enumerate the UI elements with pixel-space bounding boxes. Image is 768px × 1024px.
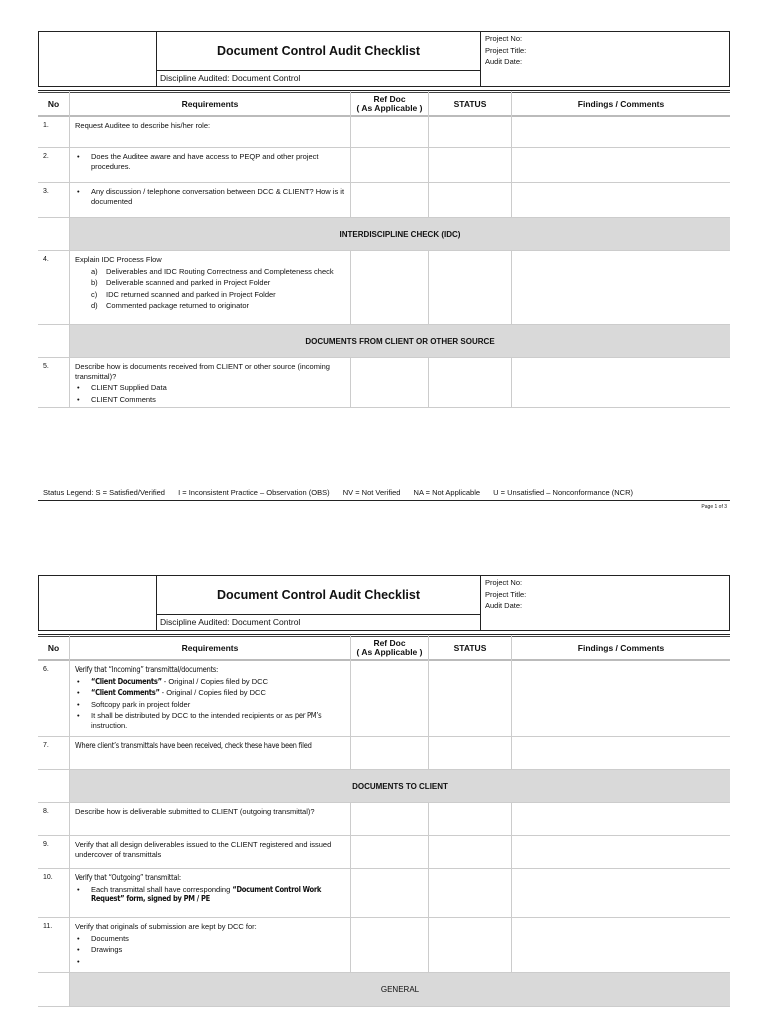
row-number: 7.	[43, 742, 49, 749]
findings-cell[interactable]	[511, 358, 730, 407]
page-number: Page 1 of 3	[701, 504, 727, 510]
status-cell[interactable]	[428, 737, 511, 769]
table-header	[38, 90, 730, 117]
col-no: No	[47, 642, 60, 653]
col-findings: Findings / Comments	[511, 635, 730, 661]
list-item: b) Deliverable scanned and parked in Project Folder	[91, 278, 271, 287]
table-row	[38, 117, 730, 148]
status-cell[interactable]	[428, 803, 511, 835]
row-requirement: Request Auditee to describe his/her role:	[69, 117, 350, 147]
table-row	[38, 358, 730, 408]
status-cell[interactable]	[428, 918, 511, 972]
bullet-item: • Softcopy park in project folder	[75, 700, 346, 710]
table-row	[38, 148, 730, 183]
status-cell[interactable]	[428, 117, 511, 147]
bullet-item: • Each transmittal shall have corresponding “Document Control Work Request” form, signed by PM / PE	[75, 885, 346, 904]
document-title: Document Control Audit Checklist	[157, 576, 481, 615]
audit-date-label: Audit Date:	[485, 57, 523, 66]
bullet-item: • Any discussion / telephone conversation between DCC & CLIENT? How is it documented	[75, 187, 346, 206]
findings-cell[interactable]	[511, 918, 730, 972]
bullet-item: • Does the Auditee aware and have access to PEQP and other project procedures.	[75, 152, 346, 171]
project-no-label: Project No:	[485, 34, 523, 43]
section-title: DOCUMENTS TO CLIENT	[69, 770, 730, 802]
findings-cell[interactable]	[511, 251, 730, 324]
list-item: d) Commented package returned to originator	[91, 301, 249, 310]
status-cell[interactable]	[428, 869, 511, 917]
findings-cell[interactable]	[511, 869, 730, 917]
project-info	[485, 33, 526, 68]
checklist-page-2	[38, 575, 730, 1007]
row-number	[38, 973, 69, 1006]
status-cell[interactable]	[428, 251, 511, 324]
section-title: GENERAL	[69, 973, 730, 1006]
status-cell[interactable]	[428, 183, 511, 217]
row-requirement: Verify that all design deliverables issued to the CLIENT registered and issued undercover of transmittals	[69, 836, 350, 868]
col-status: STATUS	[428, 635, 511, 661]
bullet-item: • CLIENT Comments	[75, 395, 346, 405]
legend-inconsistent: I = Inconsistent Practice – Observation (OBS)	[178, 488, 330, 497]
legend-not-applicable: NA = Not Applicable	[413, 488, 481, 497]
findings-cell[interactable]	[511, 148, 730, 182]
ref-doc-cell[interactable]	[350, 117, 428, 147]
legend-unsatisfied: U = Unsatisfied – Nonconformance (NCR)	[493, 488, 633, 497]
header-box	[38, 31, 730, 87]
section-row-idc	[38, 218, 730, 251]
legend-satisfied: Status Legend: S = Satisfied/Verified	[43, 488, 165, 497]
row-requirement	[69, 148, 350, 182]
row-number	[38, 770, 69, 802]
table-row	[38, 918, 730, 973]
header-box	[38, 575, 730, 631]
list-item: a) Deliverables and IDC Routing Correctness and Completeness check	[91, 266, 334, 276]
status-cell[interactable]	[428, 836, 511, 868]
project-no-label: Project No:	[485, 578, 523, 587]
row-number: 2.	[43, 153, 49, 160]
bullet-item: • “Client Comments” - Original / Copies filed by DCC	[75, 688, 346, 698]
table-row	[38, 869, 730, 918]
col-requirements: Requirements	[69, 91, 350, 117]
row-requirement	[69, 251, 350, 324]
status-cell[interactable]	[428, 661, 511, 736]
section-title: DOCUMENTS FROM CLIENT OR OTHER SOURCE	[69, 325, 730, 357]
col-requirements: Requirements	[69, 635, 350, 661]
findings-cell[interactable]	[511, 183, 730, 217]
row-number	[38, 218, 69, 250]
ref-doc-cell[interactable]	[350, 737, 428, 769]
row-number: 11.	[43, 923, 53, 930]
table-row	[38, 661, 730, 737]
col-ref-doc: Ref Doc ( As Applicable )	[350, 635, 428, 661]
row-number: 3.	[43, 188, 49, 195]
bullet-item: • It shall be distributed by DCC to the intended recipients or as per PM’s instruction.	[75, 711, 346, 730]
discipline-audited: Discipline Audited: Document Control	[157, 71, 481, 86]
section-row-docs-from-client	[38, 325, 730, 358]
ref-doc-cell[interactable]	[350, 251, 428, 324]
section-row-docs-to-client	[38, 770, 730, 803]
row-number: 6.	[43, 666, 49, 673]
checklist-page-1	[38, 31, 730, 510]
row-number: 4.	[43, 256, 49, 263]
ref-doc-cell[interactable]	[350, 358, 428, 407]
legend-not-verified: NV = Not Verified	[342, 488, 401, 497]
row-number	[38, 325, 69, 357]
bullet-item: • Documents	[75, 934, 346, 944]
table-row	[38, 737, 730, 770]
findings-cell[interactable]	[511, 803, 730, 835]
row-intro: Verify that “Outgoing” transmittal:	[75, 873, 181, 882]
row-number: 10.	[43, 874, 53, 881]
audit-date-label: Audit Date:	[485, 601, 523, 610]
ref-doc-cell[interactable]	[350, 836, 428, 868]
project-info	[485, 577, 526, 612]
ref-doc-cell[interactable]	[350, 183, 428, 217]
table-row	[38, 836, 730, 869]
ref-doc-cell[interactable]	[350, 803, 428, 835]
row-requirement: Describe how is deliverable submitted to CLIENT (outgoing transmittal)?	[69, 803, 350, 835]
findings-cell[interactable]	[511, 661, 730, 736]
bullet-item: • CLIENT Supplied Data	[75, 383, 346, 393]
row-intro: Verify that “Incoming” transmittal/documents:	[75, 665, 218, 674]
row-requirement	[69, 918, 350, 972]
bullet-item: • Drawings	[75, 945, 346, 955]
col-no: No	[47, 98, 60, 109]
status-cell[interactable]	[428, 358, 511, 407]
row-requirement	[69, 869, 350, 917]
row-requirement	[69, 358, 350, 407]
row-requirement	[69, 661, 350, 736]
row-intro: Describe how is documents received from CLIENT or other source (incoming transmittal)?	[75, 362, 330, 381]
status-cell[interactable]	[428, 148, 511, 182]
section-title: INTERDISCIPLINE CHECK (IDC)	[69, 218, 730, 250]
table-header	[38, 634, 730, 661]
section-row-general	[38, 973, 730, 1007]
ref-doc-cell[interactable]	[350, 918, 428, 972]
col-status: STATUS	[428, 91, 511, 117]
row-intro: Explain IDC Process Flow	[75, 255, 162, 264]
project-title-label: Project Title:	[485, 589, 527, 599]
findings-cell[interactable]	[511, 117, 730, 147]
row-intro: Verify that originals of submission are kept by DCC for:	[75, 922, 257, 931]
status-legend	[38, 488, 730, 501]
table-row	[38, 803, 730, 836]
row-number: 5.	[43, 363, 49, 370]
list-item: c) IDC returned scanned and parked in Project Folder	[91, 289, 276, 299]
bullet-item: • “Client Documents” - Original / Copies filed by DCC	[75, 677, 346, 687]
col-ref-doc: Ref Doc ( As Applicable )	[350, 91, 428, 117]
row-requirement	[69, 183, 350, 217]
findings-cell[interactable]	[511, 737, 730, 769]
row-number: 8.	[43, 808, 49, 815]
ref-doc-cell[interactable]	[350, 869, 428, 917]
logo-cell	[39, 32, 157, 86]
row-requirement: Where client’s transmittals have been received, check these have been filed	[69, 737, 350, 769]
findings-cell[interactable]	[511, 836, 730, 868]
col-findings: Findings / Comments	[511, 91, 730, 117]
table-row	[38, 251, 730, 325]
row-number: 9.	[43, 841, 49, 848]
bullet-item	[75, 957, 346, 967]
ref-doc-cell[interactable]	[350, 661, 428, 736]
ref-doc-cell[interactable]	[350, 148, 428, 182]
row-number: 1.	[43, 122, 49, 129]
document-title: Document Control Audit Checklist	[157, 32, 481, 71]
discipline-audited: Discipline Audited: Document Control	[157, 615, 481, 630]
logo-cell	[39, 576, 157, 630]
project-title-label: Project Title:	[485, 45, 527, 55]
table-row	[38, 183, 730, 218]
